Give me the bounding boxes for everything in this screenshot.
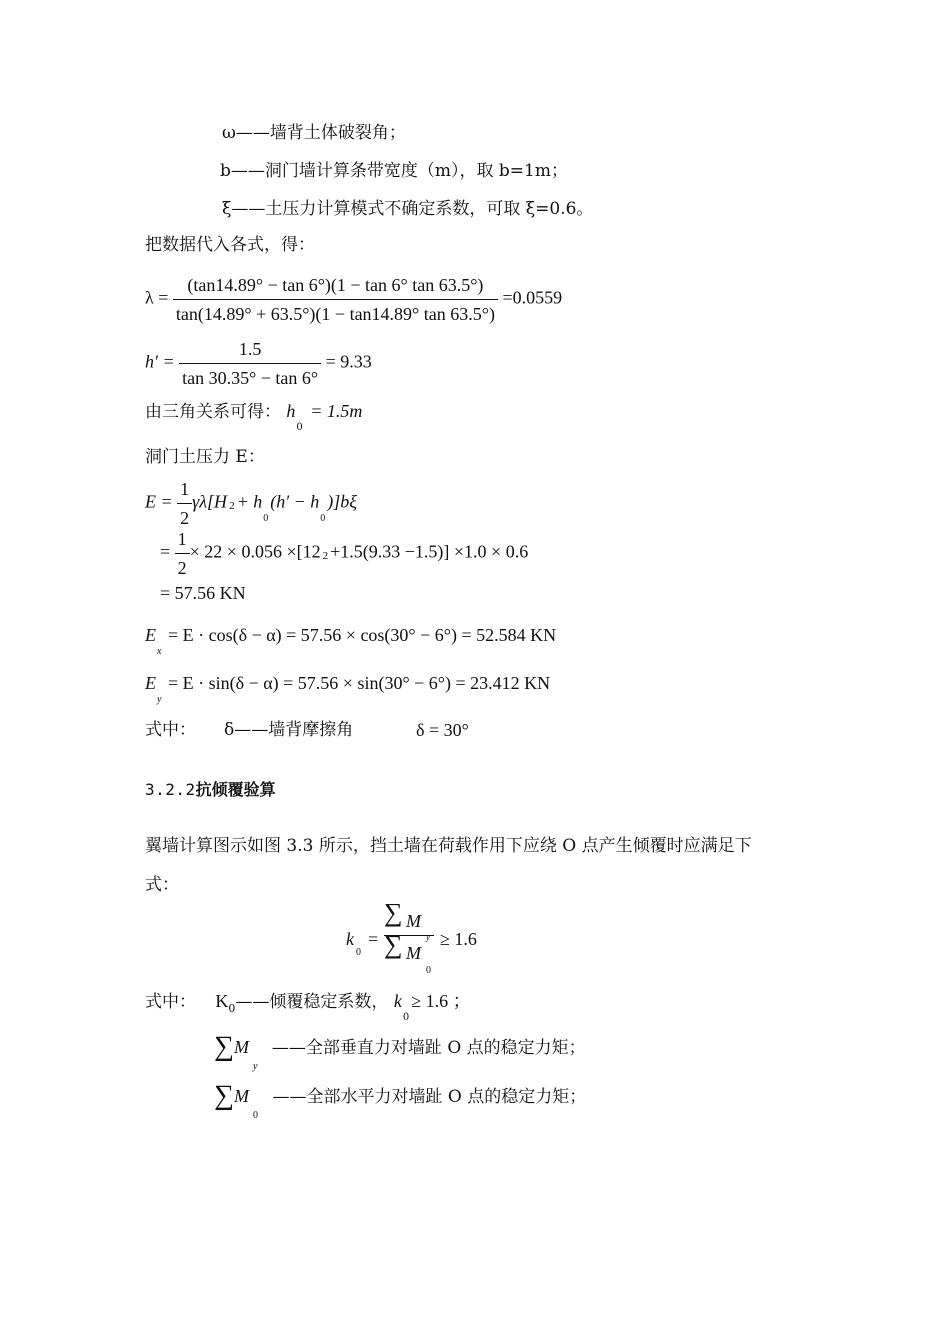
para-line2: 式： xyxy=(145,875,179,895)
E-sub-2: 0 xyxy=(320,512,326,524)
h0-symbol: h xyxy=(286,401,296,421)
half-fraction xyxy=(177,478,192,529)
delta-def-prefix: 式中： xyxy=(145,720,196,740)
E-line2-a: × 22 × 0.056 ×[12 xyxy=(189,541,321,562)
def-xi: ξ——土压力计算模式不确定系数，可取 ξ=0.6。 xyxy=(222,199,594,219)
K0-symbol: K xyxy=(215,991,229,1011)
E-line2-b: +1.5(9.33 −1.5)] ×1.0 × 0.6 xyxy=(330,541,529,562)
hprime-denominator: tan 30.35° − tan 6° xyxy=(182,368,319,388)
intro-text: 把数据代入各式，得： xyxy=(145,235,315,255)
denominator-M: M xyxy=(406,943,421,963)
E-equation-line3: = 57.56 KN xyxy=(160,583,246,603)
para-line1: 翼墙计算图示如图 3.3 所示，挡土墙在荷载作用下应绕 O 点产生倾覆时应满足下 xyxy=(145,836,752,856)
k0-def-k: k xyxy=(393,991,402,1011)
My-def xyxy=(214,1031,586,1072)
Ey-symbol: E xyxy=(145,673,156,693)
k0-rhs: ≥ 1.6 xyxy=(440,929,477,949)
lambda-lhs: λ = xyxy=(145,287,169,308)
M0-def xyxy=(214,1080,587,1121)
E-term-c: (h′ − h xyxy=(270,491,320,512)
lambda-numerator: (tan14.89° − tan 6°)(1 − tan 6° tan 63.5°) xyxy=(173,274,498,300)
hprime-numerator: 1.5 xyxy=(179,338,321,364)
E-lhs: E = xyxy=(145,491,173,512)
M0-sub: 0 xyxy=(252,1110,258,1121)
k0-equals: = xyxy=(368,929,379,949)
hprime-fraction xyxy=(179,338,321,389)
sigma-denominator: ∑ xyxy=(384,930,403,959)
k0-def-k-sub: 0 xyxy=(402,1012,410,1023)
sigma-numerator: ∑ xyxy=(384,898,403,927)
k0-def-text: ——倾覆稳定系数， xyxy=(235,992,389,1012)
numerator-M: M xyxy=(406,911,421,931)
half-numerator: 1 xyxy=(177,478,192,504)
Ey-equation xyxy=(145,672,551,705)
h0-value: = 1.5m xyxy=(310,401,363,421)
Ex-rhs: = E · cos(δ − α) = 57.56 × cos(30° − 6°) = 52.584 KN xyxy=(167,625,557,645)
lambda-denominator: tan(14.89° + 63.5°)(1 − tan14.89° tan 63.5°) xyxy=(175,304,495,324)
My-M: M xyxy=(233,1037,249,1057)
half-denominator: 2 xyxy=(180,508,190,528)
Ex-subscript: x xyxy=(157,646,162,657)
section-heading xyxy=(145,779,276,801)
My-sigma: ∑ xyxy=(214,1031,234,1062)
lambda-fraction xyxy=(173,274,498,325)
M0-M: M xyxy=(233,1086,249,1106)
lambda-equation xyxy=(145,274,562,325)
hprime-equation xyxy=(145,338,372,389)
Ey-rhs: = E · sin(δ − α) = 57.56 × sin(30° − 6°) = 23.412 KN xyxy=(167,673,551,693)
half-fraction-2 xyxy=(175,528,190,579)
def-omega: ω——墙背土体破裂角； xyxy=(222,123,406,143)
h0-line xyxy=(145,400,363,433)
h0-subscript: 0 xyxy=(296,422,303,433)
delta-def-value: δ = 30° xyxy=(416,720,469,740)
denominator-sub: 0 xyxy=(426,965,431,976)
My-sub: y xyxy=(252,1061,258,1072)
h0-text: 由三角关系可得： xyxy=(145,402,281,422)
numerator-sub: y xyxy=(426,932,430,942)
k0-def-prefix: 式中： xyxy=(145,992,196,1012)
section-title: 抗倾覆验算 xyxy=(195,780,276,799)
k0-subscript: 0 xyxy=(356,947,361,958)
K0-subscript: 0 xyxy=(228,1002,236,1015)
k0-equation xyxy=(346,898,486,976)
def-b: b——洞门墙计算条带宽度（m），取 b=1m； xyxy=(220,161,568,181)
lambda-result: =0.0559 xyxy=(502,287,563,308)
k0-symbol: k xyxy=(346,929,354,949)
E-sup: 2 xyxy=(229,499,235,512)
E-line2-sup: 2 xyxy=(322,549,329,562)
section-number: 3.2.2 xyxy=(145,780,196,799)
k0-def-rhs: ≥ 1.6 ； xyxy=(411,991,471,1011)
M0-def-text: ——全部水平力对墙趾 O 点的稳定力矩； xyxy=(272,1087,587,1107)
Ey-subscript: y xyxy=(157,694,162,705)
M0-sigma: ∑ xyxy=(214,1080,234,1111)
hprime-lhs: h′ = xyxy=(145,351,175,372)
earth-pressure-title: 洞门土压力 E： xyxy=(145,447,265,467)
E-sub-1: 0 xyxy=(263,512,269,524)
E-line2-eq: = xyxy=(160,541,171,562)
Ex-symbol: E xyxy=(145,625,156,645)
hprime-result: = 9.33 xyxy=(325,351,372,372)
half-denominator-2: 2 xyxy=(177,558,187,578)
E-term-b: + h xyxy=(236,491,263,512)
E-equation-line1 xyxy=(145,478,357,529)
half-numerator-2: 1 xyxy=(175,528,190,554)
E-term-d: )]bξ xyxy=(327,491,358,512)
Ex-equation xyxy=(145,624,557,657)
My-def-text: ——全部垂直力对墙趾 O 点的稳定力矩； xyxy=(271,1038,586,1058)
k0-def xyxy=(145,990,471,1023)
E-equation-line2 xyxy=(160,528,528,579)
E-term-a: γλ[H xyxy=(192,491,228,512)
delta-def-text: δ——墙背摩擦角 xyxy=(224,720,354,740)
